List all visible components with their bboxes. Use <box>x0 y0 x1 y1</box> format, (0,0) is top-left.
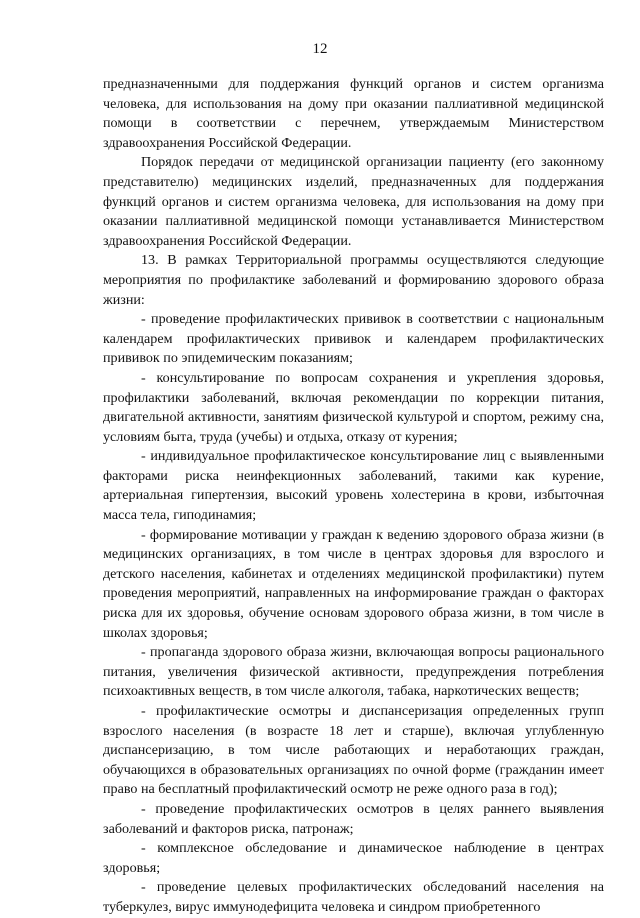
page-number: 12 <box>312 41 328 57</box>
list-item-checkups: - профилактические осмотры и диспансеризация определенных групп взрослого населения (в возрасте 18 лет и старше), включая углубленную диспансеризацию, в том числе работающих и неработающих граждан, обучающихся в образовательных организациях по очной форме (гражданин имеет право на бесплатный профилактический осмотр не реже одного раза в год); <box>103 703 604 798</box>
list-item-vaccination: - проведение профилактических прививок в соответствии с национальным календарем профилактических прививок и календарем профилактических прививок по эпидемическим показаниям; <box>103 311 604 367</box>
paragraph-transfer-procedure: Порядок передачи от медицинской организации пациенту (его законному представителю) медицинских изделий, предназначенных для поддержания функций органов и систем организма человека, для использования на дому при оказании паллиативной медицинской помощи устанавливается Министерством здравоохранения Российской Федерации. <box>103 154 604 249</box>
list-item-targeted-screening: - проведение целевых профилактических обследований населения на туберкулез, вирус иммунодефицита человека и синдром приобретенного <box>103 879 604 915</box>
list-item-propaganda: - пропаганда здорового образа жизни, включающая вопросы рационального питания, увеличения физической активности, предупреждения потребления психоактивных веществ, в том числе алкоголя, табака, наркотических веществ; <box>103 644 604 700</box>
list-item-early-detection: - проведение профилактических осмотров в целях раннего выявления заболеваний и факторов риска, патронаж; <box>103 800 604 837</box>
paragraph-section-13: 13. В рамках Территориальной программы осуществляются следующие мероприятия по профилактике заболеваний и формированию здорового образа жизни: <box>103 252 604 308</box>
list-item-motivation: - формирование мотивации у граждан к ведению здорового образа жизни (в медицинских организациях, в том числе в центрах здоровья для взрослого и детского населения, кабинетах и отделениях медицинской профилактики) путем проведения мероприятий, направленных на информирование граждан о факторах риска для их здоровья, обучение основам здорового образа жизни, в том числе в школах здоровья; <box>103 526 604 641</box>
list-item-health-centers: - комплексное обследование и динамическое наблюдение в центрах здоровья; <box>103 840 604 876</box>
paragraph-continuation: предназначенными для поддержания функций органов и систем организма человека, для использования на дому при оказании паллиативной медицинской помощи в соответствии с перечнем, утверждаемым Министерством здравоохранения Российской Федерации. <box>103 76 604 151</box>
list-item-health-counseling: - консультирование по вопросам сохранения и укрепления здоровья, профилактики заболеваний, включая рекомендации по коррекции питания, двигательной активности, занятиям физической культурой и спортом, режиму сна, условиям быта, труда (учебы) и отдыха, отказу от курения; <box>103 369 604 445</box>
document-body <box>103 75 604 918</box>
list-item-individual-counseling: - индивидуальное профилактическое консультирование лиц с выявленными факторами риска неинфекционных заболеваний, такими как курение, артериальная гипертензия, высокий уровень холестерина в крови, избыточная масса тела, гиподинамия; <box>103 448 604 524</box>
